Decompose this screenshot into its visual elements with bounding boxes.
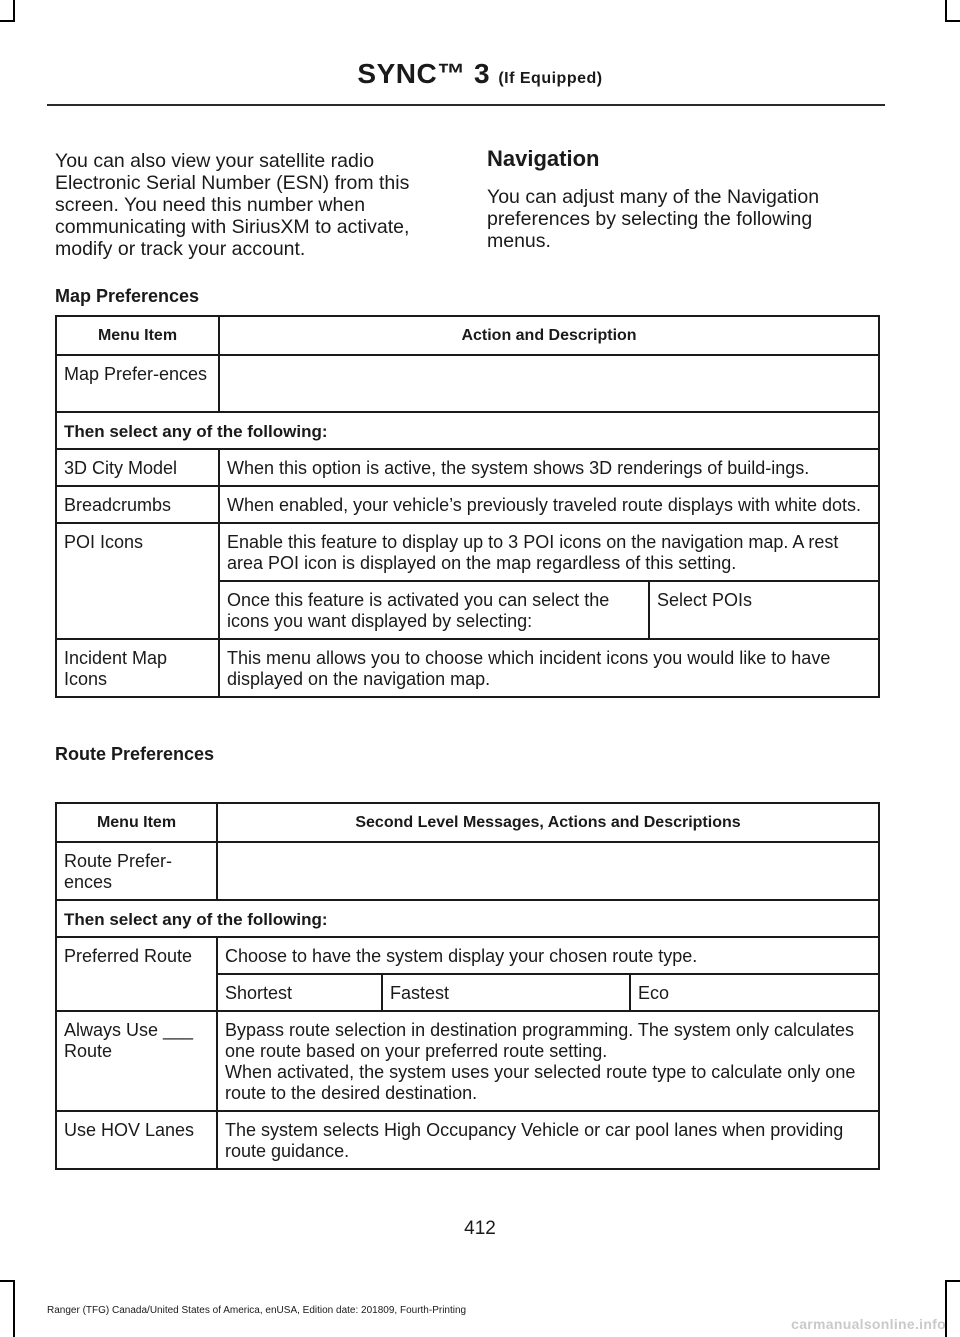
table-row: [56, 639, 879, 697]
column-header-action: Second Level Messages, Actions and Descriptions: [217, 803, 879, 842]
menu-item-cell: Breadcrumbs: [56, 486, 219, 523]
page-header: [0, 58, 960, 90]
table-row: [56, 486, 879, 523]
table-row: [56, 1011, 879, 1111]
table-row: [56, 355, 879, 412]
table-row: [56, 842, 879, 900]
description-cell: [217, 1011, 879, 1111]
table-header-row: [56, 316, 879, 355]
description-cell: When this option is active, the system shows 3D renderings of build-ings.: [219, 449, 879, 486]
menu-item-cell: Incident Map Icons: [56, 639, 219, 697]
table-row: [56, 449, 879, 486]
sub-option-cell: Select POIs: [649, 581, 879, 639]
description-cell: [219, 355, 879, 412]
menu-item-cell: POI Icons: [56, 523, 219, 639]
navigation-heading: Navigation: [487, 146, 600, 171]
route-preferences-heading: Route Preferences: [55, 744, 215, 764]
description-cell: When enabled, your vehicle’s previously traveled route displays with white dots.: [219, 486, 879, 523]
route-preferences-table: [55, 802, 880, 1170]
sub-description-cell: Once this feature is activated you can select the icons you want displayed by selecting:: [219, 581, 649, 639]
table-row: [56, 412, 879, 449]
column-header-action: Action and Description: [219, 316, 879, 355]
page-number: 412: [464, 1218, 496, 1239]
crop-mark: [945, 1280, 960, 1282]
description-cell: This menu allows you to choose which incident icons you would like to have displayed on the navigation map.: [219, 639, 879, 697]
option-cell-shortest: Shortest: [217, 974, 382, 1011]
map-preferences-heading: Map Preferences: [55, 286, 200, 306]
description-text: Bypass route selection in destination programming. The system only calculates one route based on your preferred route setting.: [225, 1020, 854, 1061]
header-divider: [47, 104, 885, 106]
description-cell: [217, 842, 879, 900]
crop-mark: [0, 20, 15, 22]
header-title: SYNC™ 3: [357, 58, 491, 89]
table-row: [56, 900, 879, 937]
table-row: [56, 523, 879, 581]
table-row: [56, 1111, 879, 1169]
description-cell: The system selects High Occupancy Vehicle or car pool lanes when providing route guidance.: [217, 1111, 879, 1169]
column-header-menu-item: Menu Item: [56, 316, 219, 355]
watermark: carmanualsonline.info: [791, 1316, 946, 1332]
crop-mark: [13, 1280, 15, 1337]
crop-mark: [0, 1280, 15, 1282]
menu-item-cell: Map Prefer-ences: [56, 355, 219, 412]
menu-item-cell: Always Use ___ Route: [56, 1011, 217, 1111]
crop-mark: [13, 0, 15, 22]
header-subtitle: (If Equipped): [498, 70, 603, 87]
crop-mark: [945, 20, 960, 22]
table-row: [56, 937, 879, 974]
option-cell-eco: Eco: [630, 974, 879, 1011]
description-text: When activated, the system uses your selected route type to calculate only one route to the desired destination.: [225, 1062, 856, 1103]
footer-edition-text: Ranger (TFG) Canada/United States of America, enUSA, Edition date: 201809, Fourth-Printing: [47, 1305, 467, 1316]
navigation-paragraph: You can adjust many of the Navigation preferences by selecting the following menus.: [487, 186, 820, 252]
crop-mark: [945, 0, 947, 22]
then-select-cell: Then select any of the following:: [56, 412, 879, 449]
menu-item-cell: Route Prefer-ences: [56, 842, 217, 900]
intro-left-paragraph: You can also view your satellite radio Electronic Serial Number (ESN) from this screen. You need this number when communicating with SiriusXM to activate, modify or track your account.: [55, 150, 410, 260]
menu-item-cell: Preferred Route: [56, 937, 217, 1011]
then-select-cell: Then select any of the following:: [56, 900, 879, 937]
table-header-row: [56, 803, 879, 842]
description-cell: Enable this feature to display up to 3 POI icons on the navigation map. A rest area POI icon is displayed on the map regardless of this setting.: [219, 523, 879, 581]
option-cell-fastest: Fastest: [382, 974, 630, 1011]
column-header-menu-item: Menu Item: [56, 803, 217, 842]
menu-item-cell: Use HOV Lanes: [56, 1111, 217, 1169]
description-cell: Choose to have the system display your chosen route type.: [217, 937, 879, 974]
map-preferences-table: [55, 315, 880, 698]
menu-item-cell: 3D City Model: [56, 449, 219, 486]
